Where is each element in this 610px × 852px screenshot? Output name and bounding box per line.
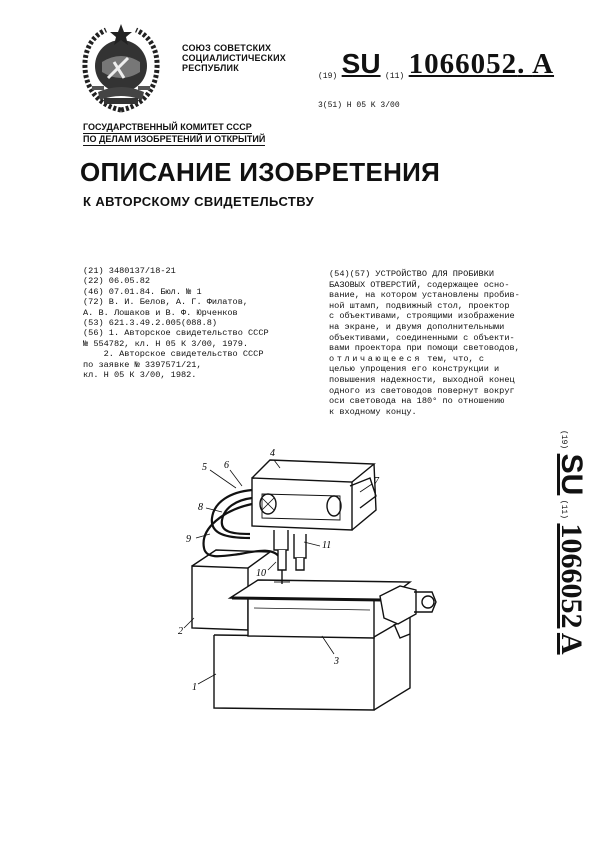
patent-kind: A (532, 48, 555, 80)
abstract-line: целью упрощения его конструкции и (329, 364, 500, 375)
abstract-line: на экране, и двумя дополнительными (329, 321, 505, 332)
union-line-1: СОЮЗ СОВЕТСКИХ (182, 43, 272, 53)
code-11: (11) (385, 72, 405, 81)
figure-label: 1 (192, 682, 197, 693)
abstract-line: (54)(57) УСТРОЙСТВО ДЛЯ ПРОБИВКИ (329, 269, 495, 279)
figure-label: 3 (334, 656, 339, 667)
abstract-line: одного из световодов повернут вокруг (329, 385, 515, 396)
biblio-line: (53) 621.3.49.2.005(088.8) (83, 318, 218, 329)
abstract-line: БАЗОВЫХ ОТВЕРСТИЙ, содержащее осно- (329, 279, 510, 290)
biblio-line: (21) 3480137/18-21 (83, 266, 176, 276)
biblio-line: по заявке № 3397571/21, (83, 359, 202, 370)
union-name (182, 43, 286, 73)
abstract-line: ной штамп, подвижный стол, проектор (329, 300, 510, 311)
committee-line-2: ПО ДЕЛАМ ИЗОБРЕТЕНИЙ И ОТКРЫТИЙ (83, 134, 266, 144)
biblio-line: № 554782, кл. Н 05 К 3/00, 1979. (83, 338, 249, 349)
abstract-line: повышения надежности, выходной конец (329, 374, 515, 385)
document-title: ОПИСАНИЕ ИЗОБРЕТЕНИЯ (80, 157, 441, 187)
figure-label: 10 (256, 568, 266, 579)
ipc-classification: 3(51) H 05 K 3/00 (318, 101, 400, 110)
side-patent-number-value: 1066052 (555, 523, 588, 629)
figure-label: 4 (270, 448, 275, 459)
abstract-line: с объективами, строящими изображение (329, 311, 515, 322)
figure-label: 9 (186, 534, 191, 545)
side-code-19: (19) (559, 430, 568, 450)
figure-label: 2 (178, 626, 183, 637)
abstract-line (329, 354, 520, 365)
device-drawing (170, 438, 470, 720)
country-code: SU (341, 48, 381, 79)
side-patent-number (548, 430, 588, 670)
union-line-2: СОЦИАЛИСТИЧЕСКИХ (182, 53, 286, 63)
committee (83, 122, 265, 146)
patent-number-block: (19) SU (11) 1066052. A (318, 48, 555, 81)
spaced-word: отличающееся (329, 353, 423, 364)
abstract-line: к входному концу. (329, 406, 417, 417)
abstract-line: вами проектора при помощи световодов, (329, 343, 520, 354)
side-country-code: SU (555, 453, 588, 496)
biblio-line: (46) 07.01.84. Бюл. № 1 (83, 286, 202, 297)
side-patent-kind: A (555, 632, 588, 655)
side-code-11: (11) (559, 499, 568, 519)
biblio-line: А. В. Лошаков и В. Ф. Юрченков (83, 307, 238, 318)
biblio-line: кл. Н 05 К 3/00, 1982. (83, 370, 197, 381)
biblio-line: 2. Авторское свидетельство СССР (83, 349, 264, 360)
biblio-line: (72) В. И. Белов, А. Г. Филатов, (83, 297, 249, 308)
biblio-line: (56) 1. Авторское свидетельство СССР (83, 328, 269, 339)
bibliographic-data (83, 266, 269, 380)
figure-label: 5 (202, 462, 207, 473)
figure-label: 6 (224, 460, 229, 471)
patent-number: 1066052 (408, 48, 518, 80)
figure-label: 7 (374, 476, 379, 487)
union-line-3: РЕСПУБЛИК (182, 63, 239, 73)
code-19: (19) (318, 72, 338, 81)
abstract-line: объективами, соединенными с объекти- (329, 332, 515, 343)
biblio-line: (22) 06.05.82 (83, 276, 151, 287)
state-emblem-icon (78, 22, 164, 114)
spaced-tail: тем, что, с (422, 353, 484, 364)
abstract-line: оси световода на 180° по отношению (329, 396, 505, 407)
figure-label: 8 (198, 502, 203, 513)
committee-line-1: ГОСУДАРСТВЕННЫЙ КОМИТЕТ СССР (83, 122, 252, 132)
figure-label: 11 (322, 540, 332, 551)
abstract (329, 269, 520, 417)
document-subtitle: К АВТОРСКОМУ СВИДЕТЕЛЬСТВУ (83, 194, 315, 209)
abstract-line: вание, на котором установлены пробив- (329, 290, 520, 301)
